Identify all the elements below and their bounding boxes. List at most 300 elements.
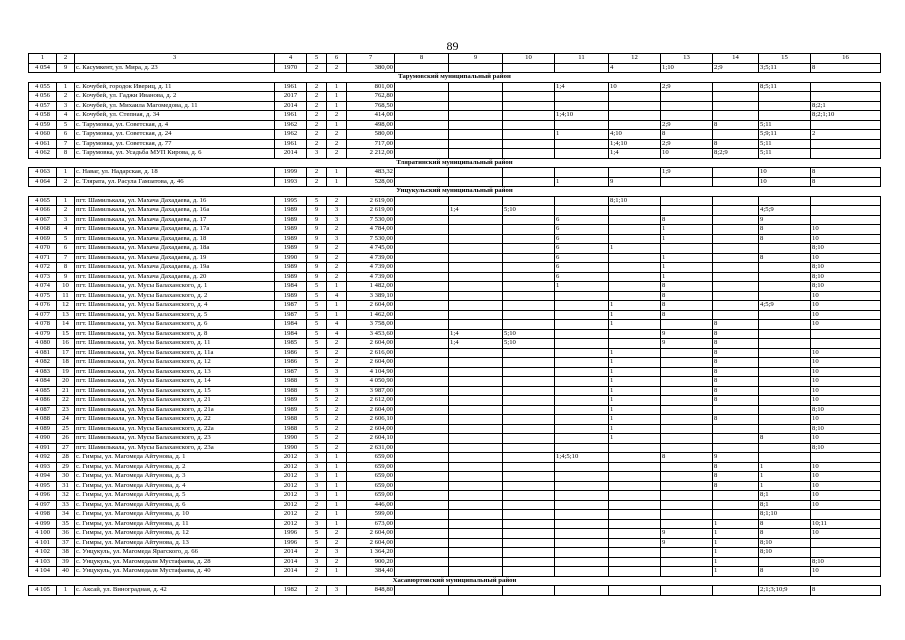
- table-row: [29, 548, 881, 558]
- table-cell: 5: [307, 367, 327, 377]
- table-cell: 10: [811, 253, 881, 263]
- table-cell: [449, 101, 503, 111]
- table-cell: [503, 111, 555, 121]
- table-cell: [449, 396, 503, 406]
- table-cell: 2 631,00: [347, 443, 395, 453]
- table-cell: 10: [609, 82, 661, 92]
- table-cell: с. Гимры, ул. Магомеда Айтунова, д. 2: [75, 462, 275, 472]
- table-cell: 2 604,00: [347, 339, 395, 349]
- table-cell: 8: [713, 462, 759, 472]
- table-cell: 2: [57, 177, 75, 187]
- table-cell: [449, 177, 503, 187]
- table-cell: 4 050,90: [347, 377, 395, 387]
- table-cell: [661, 462, 713, 472]
- table-cell: 1962: [275, 120, 307, 130]
- table-cell: [449, 130, 503, 140]
- table-cell: 1 364,20: [347, 548, 395, 558]
- table-cell: 1;4: [449, 329, 503, 339]
- table-row: [29, 177, 881, 187]
- table-body: [29, 54, 881, 596]
- table-cell: с. Тарумовка, ул. Советская, д. 77: [75, 139, 275, 149]
- table-cell: [811, 206, 881, 216]
- table-cell: 4: [327, 291, 347, 301]
- table-row: [29, 443, 881, 453]
- table-cell: 2: [327, 443, 347, 453]
- table-cell: 4 054: [29, 63, 57, 73]
- section-title: Унцукульский муниципальный район: [29, 187, 881, 197]
- table-cell: 384,40: [347, 567, 395, 577]
- table-cell: 9: [57, 63, 75, 73]
- table-cell: 1;4;10: [555, 111, 609, 121]
- table-cell: 768,50: [347, 101, 395, 111]
- table-cell: 4 103: [29, 557, 57, 567]
- table-cell: 1: [713, 529, 759, 539]
- table-cell: 10: [759, 177, 811, 187]
- table-cell: 15: [57, 329, 75, 339]
- table-cell: 8;10: [811, 244, 881, 254]
- table-cell: 4 080: [29, 339, 57, 349]
- table-cell: 10: [811, 434, 881, 444]
- table-cell: [661, 244, 713, 254]
- table-cell: 5: [307, 424, 327, 434]
- table-cell: [449, 272, 503, 282]
- table-row: [29, 519, 881, 529]
- table-cell: 4;5;9: [759, 301, 811, 311]
- table-cell: пгт. Шамилькала, ул. Махача Дахадаева, д. 16а: [75, 206, 275, 216]
- table-row: [29, 111, 881, 121]
- table-cell: [713, 206, 759, 216]
- table-cell: 2: [307, 82, 327, 92]
- table-cell: [555, 386, 609, 396]
- table-cell: [449, 358, 503, 368]
- table-cell: [713, 244, 759, 254]
- table-cell: с. Гимры, ул. Магомеда Айтунова, д. 11: [75, 519, 275, 529]
- table-cell: 1: [327, 500, 347, 510]
- table-cell: 5;9;11: [759, 130, 811, 140]
- table-cell: 1989: [275, 291, 307, 301]
- table-cell: 4: [327, 329, 347, 339]
- table-cell: 8: [57, 263, 75, 273]
- table-cell: 2: [327, 405, 347, 415]
- table-cell: [811, 92, 881, 102]
- table-cell: 4 076: [29, 301, 57, 311]
- table-cell: [503, 377, 555, 387]
- table-cell: 1989: [275, 272, 307, 282]
- table-cell: 10: [811, 491, 881, 501]
- table-cell: 9: [661, 529, 713, 539]
- table-row: [29, 130, 881, 140]
- table-row: [29, 92, 881, 102]
- table-cell: [555, 206, 609, 216]
- table-cell: [503, 557, 555, 567]
- table-cell: пгт. Шамилькала, ул. Махача Дахадаева, д. 20: [75, 272, 275, 282]
- table-cell: 10: [811, 386, 881, 396]
- table-cell: [449, 519, 503, 529]
- table-row: [29, 339, 881, 349]
- table-cell: [555, 462, 609, 472]
- table-cell: [609, 329, 661, 339]
- table-cell: [449, 253, 503, 263]
- table-cell: 8: [713, 386, 759, 396]
- table-cell: с. Унцукуль, ул. Магомеда Ярагского, д. 66: [75, 548, 275, 558]
- table-cell: 10: [811, 396, 881, 406]
- table-cell: [713, 168, 759, 178]
- table-cell: 3: [307, 472, 327, 482]
- table-cell: [395, 168, 449, 178]
- table-cell: 1: [661, 225, 713, 235]
- table-cell: [395, 377, 449, 387]
- table-cell: 1989: [275, 263, 307, 273]
- table-cell: [555, 557, 609, 567]
- table-cell: 8: [661, 291, 713, 301]
- table-cell: 4 066: [29, 206, 57, 216]
- table-cell: 8;10: [811, 443, 881, 453]
- table-cell: [661, 177, 713, 187]
- table-cell: [449, 120, 503, 130]
- table-cell: [713, 301, 759, 311]
- table-cell: 5;10: [503, 206, 555, 216]
- table-row: [29, 263, 881, 273]
- table-cell: [713, 272, 759, 282]
- table-cell: 1: [713, 519, 759, 529]
- table-cell: 1: [57, 82, 75, 92]
- table-cell: 8;2;1;10: [811, 111, 881, 121]
- table-cell: 4: [57, 111, 75, 121]
- table-cell: 3: [307, 462, 327, 472]
- table-cell: 4 104,90: [347, 367, 395, 377]
- table-cell: 4: [57, 225, 75, 235]
- table-cell: [759, 424, 811, 434]
- table-cell: 8: [713, 358, 759, 368]
- table-cell: [661, 567, 713, 577]
- table-cell: 5: [307, 358, 327, 368]
- table-cell: [555, 196, 609, 206]
- table-cell: [609, 101, 661, 111]
- table-cell: 38: [57, 548, 75, 558]
- table-cell: 9: [307, 206, 327, 216]
- table-cell: с. Кочубей, городок Ивериц, д. 11: [75, 82, 275, 92]
- table-cell: 1: [609, 424, 661, 434]
- table-cell: 3: [327, 206, 347, 216]
- table-cell: [449, 548, 503, 558]
- table-cell: [503, 434, 555, 444]
- table-cell: 1: [327, 453, 347, 463]
- table-cell: 1988: [275, 415, 307, 425]
- table-cell: [555, 443, 609, 453]
- table-cell: 27: [57, 443, 75, 453]
- table-cell: 1990: [275, 434, 307, 444]
- table-cell: [609, 519, 661, 529]
- table-cell: 2 604,00: [347, 358, 395, 368]
- table-cell: 1: [57, 168, 75, 178]
- table-cell: 3 453,60: [347, 329, 395, 339]
- table-cell: 8: [713, 472, 759, 482]
- table-cell: 3: [57, 215, 75, 225]
- table-cell: [395, 272, 449, 282]
- table-cell: [759, 557, 811, 567]
- table-cell: [503, 120, 555, 130]
- table-cell: [713, 282, 759, 292]
- table-cell: 4 101: [29, 538, 57, 548]
- table-cell: 20: [57, 377, 75, 387]
- table-cell: 14: [57, 320, 75, 330]
- table-cell: [395, 586, 449, 596]
- table-cell: 1: [713, 538, 759, 548]
- table-cell: [449, 386, 503, 396]
- table-cell: [395, 557, 449, 567]
- table-cell: 4 784,00: [347, 225, 395, 235]
- table-cell: 10: [811, 291, 881, 301]
- table-cell: 22: [57, 396, 75, 406]
- table-cell: 18: [57, 358, 75, 368]
- table-cell: [609, 111, 661, 121]
- table-cell: 4 063: [29, 168, 57, 178]
- table-row: [29, 272, 881, 282]
- table-cell: [759, 348, 811, 358]
- table-cell: [449, 462, 503, 472]
- table-cell: [759, 263, 811, 273]
- table-cell: 2 612,00: [347, 396, 395, 406]
- table-cell: 1990: [275, 253, 307, 263]
- table-cell: 6: [555, 244, 609, 254]
- table-cell: 1987: [275, 367, 307, 377]
- table-cell: [395, 434, 449, 444]
- table-cell: [449, 510, 503, 520]
- table-cell: [555, 120, 609, 130]
- table-cell: 1: [327, 567, 347, 577]
- table-cell: 8: [759, 434, 811, 444]
- table-cell: 8: [811, 63, 881, 73]
- table-cell: 4 104: [29, 567, 57, 577]
- table-cell: 1: [609, 301, 661, 311]
- table-cell: 5: [307, 415, 327, 425]
- table-cell: [503, 396, 555, 406]
- table-cell: 2: [307, 139, 327, 149]
- table-cell: 4 057: [29, 101, 57, 111]
- table-cell: [555, 548, 609, 558]
- table-row: [29, 538, 881, 548]
- table-cell: 8: [713, 415, 759, 425]
- table-cell: [609, 538, 661, 548]
- table-cell: 7 530,00: [347, 234, 395, 244]
- table-cell: 2: [307, 586, 327, 596]
- table-cell: [395, 139, 449, 149]
- table-cell: [555, 510, 609, 520]
- table-cell: [395, 500, 449, 510]
- table-cell: 4 093: [29, 462, 57, 472]
- table-cell: [759, 310, 811, 320]
- table-cell: [555, 367, 609, 377]
- table-cell: [713, 111, 759, 121]
- table-cell: 9: [661, 538, 713, 548]
- table-cell: [449, 529, 503, 539]
- table-cell: [759, 443, 811, 453]
- table-cell: 1989: [275, 405, 307, 415]
- table-cell: [449, 405, 503, 415]
- table-cell: 36: [57, 529, 75, 539]
- table-cell: 1: [661, 272, 713, 282]
- table-cell: 6: [57, 130, 75, 140]
- table-cell: [713, 510, 759, 520]
- table-row: [29, 348, 881, 358]
- table-cell: 8: [661, 130, 713, 140]
- table-cell: [555, 92, 609, 102]
- table-cell: 1989: [275, 206, 307, 216]
- table-cell: [395, 529, 449, 539]
- table-cell: с. Гимры, ул. Магомеда Айтунова, д. 3: [75, 472, 275, 482]
- register-table: [28, 53, 881, 596]
- table-cell: [395, 92, 449, 102]
- table-cell: [661, 405, 713, 415]
- table-row: [29, 586, 881, 596]
- table-cell: 1 482,00: [347, 282, 395, 292]
- table-cell: 1990: [275, 443, 307, 453]
- table-cell: [661, 377, 713, 387]
- table-cell: 5: [307, 282, 327, 292]
- table-cell: [449, 567, 503, 577]
- table-cell: 1995: [275, 196, 307, 206]
- table-cell: 2: [307, 510, 327, 520]
- table-cell: 1: [327, 282, 347, 292]
- column-header: 11: [555, 54, 609, 64]
- table-cell: 33: [57, 500, 75, 510]
- table-cell: 1: [609, 310, 661, 320]
- table-cell: 2: [327, 424, 347, 434]
- table-cell: [503, 263, 555, 273]
- table-row: [29, 462, 881, 472]
- table-row: [29, 386, 881, 396]
- table-cell: 1: [759, 481, 811, 491]
- table-cell: 8;2;9: [713, 149, 759, 159]
- table-cell: [449, 377, 503, 387]
- table-cell: 1: [609, 396, 661, 406]
- table-cell: 4 092: [29, 453, 57, 463]
- table-cell: [449, 415, 503, 425]
- table-cell: [713, 101, 759, 111]
- table-cell: 8: [713, 396, 759, 406]
- table-cell: [609, 567, 661, 577]
- table-cell: 900,20: [347, 557, 395, 567]
- table-cell: [503, 92, 555, 102]
- table-cell: 2: [327, 339, 347, 349]
- table-cell: 11: [57, 291, 75, 301]
- table-cell: 5;11: [759, 120, 811, 130]
- table-cell: 10: [811, 310, 881, 320]
- column-header: 8: [395, 54, 449, 64]
- table-cell: 10: [811, 348, 881, 358]
- table-row: [29, 234, 881, 244]
- table-cell: 9: [307, 234, 327, 244]
- table-cell: 1: [661, 263, 713, 273]
- table-cell: 5: [307, 329, 327, 339]
- table-cell: [759, 320, 811, 330]
- section-row: [29, 73, 881, 83]
- table-cell: 4 082: [29, 358, 57, 368]
- table-cell: 580,00: [347, 130, 395, 140]
- table-cell: с. Гимры, ул. Магомеда Айтунова, д. 12: [75, 529, 275, 539]
- table-cell: [661, 320, 713, 330]
- table-cell: 2: [327, 130, 347, 140]
- table-cell: 2 604,00: [347, 301, 395, 311]
- table-cell: 34: [57, 510, 75, 520]
- table-cell: [395, 415, 449, 425]
- table-cell: пгт. Шамилькала, ул. Мусы Балаханского, д. 12: [75, 358, 275, 368]
- table-cell: [811, 453, 881, 463]
- table-cell: 2: [307, 111, 327, 121]
- table-cell: [609, 529, 661, 539]
- table-cell: [503, 272, 555, 282]
- table-cell: пгт. Шамилькала, ул. Мусы Балаханского, д. 13: [75, 367, 275, 377]
- table-cell: 5: [307, 301, 327, 311]
- table-row: [29, 225, 881, 235]
- table-cell: [503, 130, 555, 140]
- table-cell: 4 105: [29, 586, 57, 596]
- table-cell: [555, 434, 609, 444]
- table-cell: [503, 415, 555, 425]
- table-cell: пгт. Шамилькала, ул. Махача Дахадаева, д. 17а: [75, 225, 275, 235]
- table-row: [29, 557, 881, 567]
- table-cell: 1989: [275, 234, 307, 244]
- table-cell: 8: [713, 329, 759, 339]
- table-cell: 1: [327, 301, 347, 311]
- table-cell: 1986: [275, 348, 307, 358]
- table-cell: 1984: [275, 320, 307, 330]
- table-cell: 1: [327, 481, 347, 491]
- table-cell: [503, 358, 555, 368]
- table-cell: [609, 215, 661, 225]
- table-cell: пгт. Шамилькала, ул. Мусы Балаханского, д. 21а: [75, 405, 275, 415]
- table-cell: 3: [327, 234, 347, 244]
- table-cell: [503, 348, 555, 358]
- table-cell: [395, 310, 449, 320]
- table-cell: 2 616,00: [347, 348, 395, 358]
- table-cell: 8: [811, 168, 881, 178]
- table-cell: 3: [307, 149, 327, 159]
- table-cell: 2014: [275, 567, 307, 577]
- table-cell: 8: [811, 586, 881, 596]
- table-cell: 2014: [275, 149, 307, 159]
- table-row: [29, 149, 881, 159]
- table-cell: [395, 111, 449, 121]
- table-cell: с. Кочубей, ул. Михаила Магомедова, д. 11: [75, 101, 275, 111]
- table-cell: 1961: [275, 139, 307, 149]
- table-cell: 5: [307, 348, 327, 358]
- table-row: [29, 215, 881, 225]
- table-cell: [661, 424, 713, 434]
- table-cell: 2 604,10: [347, 434, 395, 444]
- table-row: [29, 491, 881, 501]
- table-cell: [713, 310, 759, 320]
- table-cell: [609, 120, 661, 130]
- table-cell: 21: [57, 386, 75, 396]
- table-cell: 9: [307, 263, 327, 273]
- table-cell: 3: [307, 519, 327, 529]
- table-cell: [395, 443, 449, 453]
- table-row: [29, 367, 881, 377]
- table-cell: 6: [555, 215, 609, 225]
- table-cell: 2;9: [661, 139, 713, 149]
- table-cell: [395, 491, 449, 501]
- table-cell: 1;4;10: [609, 139, 661, 149]
- table-cell: 4 055: [29, 82, 57, 92]
- table-cell: [503, 63, 555, 73]
- table-cell: 10: [811, 472, 881, 482]
- table-cell: 5: [307, 320, 327, 330]
- table-cell: [811, 149, 881, 159]
- table-cell: [661, 386, 713, 396]
- table-cell: 35: [57, 519, 75, 529]
- table-row: [29, 396, 881, 406]
